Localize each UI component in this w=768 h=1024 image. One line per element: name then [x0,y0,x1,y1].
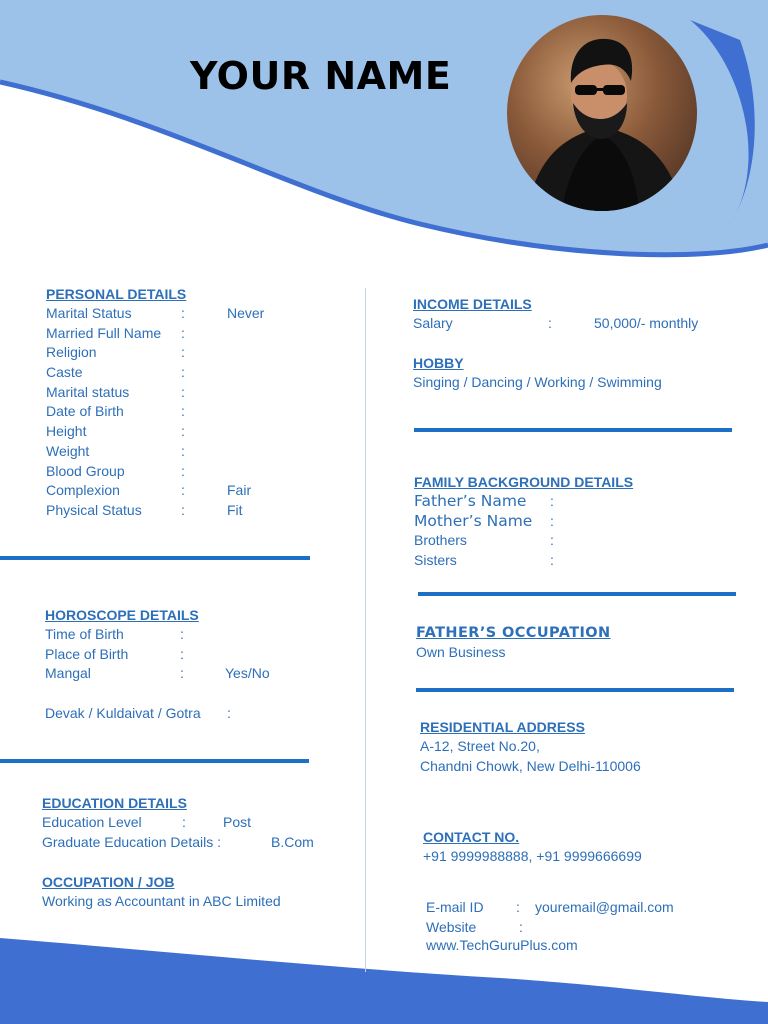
detail-colon: : [181,501,185,518]
horoscope-heading: HOROSCOPE DETAILS [45,607,199,623]
detail-colon: : [550,512,554,529]
hobby-heading: HOBBY [413,355,464,371]
email-colon: : [516,899,520,915]
graduate-row [42,833,314,853]
hobby-text: Singing / Dancing / Working / Swimming [413,374,662,390]
website-colon: : [519,918,523,935]
detail-colon: : [550,552,554,569]
detail-colon: : [180,665,184,682]
graduate-label: Graduate Education Details : [42,833,221,850]
section-rule [416,688,734,692]
detail-label: Complexion [46,482,120,499]
detail-colon: : [180,626,184,642]
education-heading: EDUCATION DETAILS [42,795,187,811]
education-level-value: Post [223,814,252,830]
father-occupation-text: Own Business [416,644,506,660]
salary-row [413,314,698,334]
family-heading: FAMILY BACKGROUND DETAILS [414,474,634,490]
person-photo-icon [507,15,697,211]
online-section [426,898,674,955]
detail-row [45,664,270,684]
detail-value: Fit [227,501,243,518]
personal-details-rows [46,304,264,521]
detail-row [46,324,264,344]
detail-row [46,442,264,462]
detail-colon: : [550,493,554,509]
detail-label: Marital Status [46,305,132,321]
detail-row [414,531,633,551]
website-value[interactable]: www.TechGuruPlus.com [426,936,578,953]
contact-section [423,829,642,867]
detail-row [46,501,264,521]
gotra-label: Devak / Kuldaivat / Gotra [45,705,201,722]
section-rule [418,592,736,596]
section-rule [0,759,309,763]
detail-colon: : [181,344,185,361]
graduate-value: B.Com [271,833,314,850]
detail-label: Brothers [414,532,467,549]
detail-colon: : [181,305,185,321]
horoscope-rows [45,625,270,684]
hobby-section [413,355,662,393]
email-row [426,898,674,918]
detail-row [46,363,264,383]
detail-colon: : [181,423,185,440]
profile-photo [507,15,697,211]
detail-label: Time of Birth [45,626,124,642]
detail-row [45,645,270,665]
detail-row [45,625,270,645]
detail-label: Height [46,423,87,440]
personal-details-heading: PERSONAL DETAILS [46,286,187,302]
occupation-text: Working as Accountant in ABC Limited [42,893,281,909]
detail-label: Caste [46,364,83,381]
education-section [42,795,314,852]
salary-label: Salary [413,315,453,331]
contact-heading: CONTACT NO. [423,829,520,845]
detail-label: Sisters [414,552,457,569]
detail-value: Yes/No [225,665,270,682]
detail-label: Mother’s Name [414,511,533,530]
detail-label: Weight [46,442,90,459]
detail-label: Physical Status [46,501,142,518]
detail-colon: : [181,403,185,420]
detail-colon: : [181,324,185,341]
income-section [413,296,698,334]
email-label: E-mail ID [426,899,484,915]
detail-row [46,304,264,324]
detail-colon: : [181,442,185,459]
occupation-heading: OCCUPATION / JOB [42,874,175,890]
gotra-row [45,704,270,724]
salary-colon: : [548,315,552,331]
address-line2: Chandni Chowk, New Delhi-110006 [420,757,641,774]
father-occupation-heading: FATHER’S OCCUPATION [416,625,611,641]
personal-details-section [46,286,264,521]
family-section [414,474,633,571]
detail-colon: : [181,482,185,499]
detail-label: Religion [46,344,97,361]
address-heading: RESIDENTIAL ADDRESS [420,719,585,735]
detail-label: Mangal [45,665,91,682]
section-rule [414,428,732,432]
detail-label: Marital status [46,383,130,400]
education-level-row [42,813,314,833]
detail-row [414,492,633,512]
salary-value: 50,000/- monthly [594,315,699,331]
detail-row [414,551,633,571]
father-occupation-section [416,625,611,663]
column-divider [365,288,366,972]
horoscope-section [45,607,270,724]
income-heading: INCOME DETAILS [413,296,532,312]
detail-colon: : [181,383,185,400]
email-value[interactable]: youremail@gmail.com [535,899,674,915]
detail-label: Place of Birth [45,645,129,662]
detail-row [46,481,264,501]
website-label: Website [426,918,477,935]
name-title: YOUR NAME [190,54,452,98]
detail-colon: : [181,364,185,381]
detail-row [46,343,264,363]
website-row [426,918,674,936]
contact-phones: +91 9999988888, +91 9999666699 [423,848,642,864]
detail-colon: : [180,645,184,662]
detail-row [46,402,264,422]
detail-label: Married Full Name [46,324,162,341]
education-level-label: Education Level [42,814,142,830]
detail-colon: : [181,462,185,479]
detail-label: Date of Birth [46,403,124,420]
detail-label: Father’s Name [414,492,527,510]
detail-label: Blood Group [46,462,125,479]
detail-row [46,422,264,442]
occupation-section [42,874,281,912]
family-rows [414,492,633,571]
education-level-colon: : [182,814,186,830]
section-rule [0,556,310,560]
detail-value: Fair [227,482,252,499]
gotra-colon: : [227,705,231,722]
detail-row [46,383,264,403]
address-line1: A-12, Street No.20, [420,738,540,754]
detail-value: Never [227,305,265,321]
address-section [420,719,641,776]
detail-row [46,462,264,482]
detail-colon: : [550,532,554,549]
detail-row [414,512,633,532]
